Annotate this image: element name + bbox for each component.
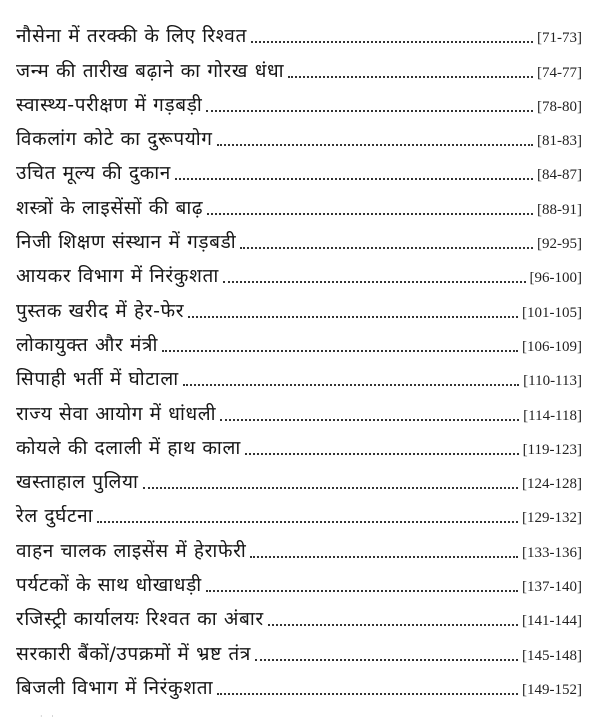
dot-leader (245, 453, 519, 455)
toc-entry[interactable] (16, 48, 582, 82)
toc-entry[interactable] (16, 220, 582, 254)
dot-leader (250, 556, 518, 558)
dot-leader (220, 419, 519, 421)
toc-entry-title: वाहन चालक लाइसेंस में हेराफेरी (16, 539, 247, 562)
toc-entry[interactable] (16, 494, 582, 528)
toc-entry-title: उचित मूल्य की दुकान (16, 162, 171, 185)
toc-entry[interactable] (16, 357, 582, 391)
toc-entry-title: शस्त्रों के लाइसेंसों की बाढ़ (16, 196, 204, 219)
toc-entry-pages: [101-105] (522, 304, 582, 321)
toc-entry-title: रजिस्ट्री कार्यालयः रिश्वत का अंबार (16, 608, 264, 631)
toc-entry[interactable] (16, 254, 582, 288)
toc-entry-pages: [141-144] (522, 613, 582, 630)
toc-entry-pages: [149-152] (522, 681, 582, 698)
toc-entry-pages: [110-113] (523, 373, 582, 390)
toc-entry-pages: [71-73] (537, 30, 582, 47)
toc-entry-pages: [129-132] (522, 510, 582, 527)
toc-entry-pages: [119-123] (522, 441, 582, 458)
scan-speck: · · (40, 712, 57, 721)
toc-entry-title: विकलांग कोटे का दुरूपयोग (16, 128, 213, 151)
toc-entry[interactable] (16, 563, 582, 597)
toc-entry-title: बिजली विभाग में निरंकुशता (16, 676, 214, 699)
toc-entry-title: रेल दुर्घटना (16, 505, 94, 528)
toc-entry-pages: [137-140] (522, 579, 582, 596)
toc-entry-pages: [145-148] (522, 647, 582, 664)
toc-entry-title: सिपाही भर्ती में घोटाला (16, 368, 179, 391)
toc-entry-pages: [88-91] (537, 201, 582, 218)
toc-entry[interactable] (16, 391, 582, 425)
toc-entry[interactable] (16, 528, 582, 562)
toc-entry[interactable] (16, 151, 582, 185)
toc-entry-title: सरकारी बैंकों/उपक्रमों में भ्रष्ट तंत्र (16, 642, 251, 665)
dot-leader (251, 41, 533, 43)
toc-entry[interactable] (16, 185, 582, 219)
toc-entry-title: जन्म की तारीख बढ़ाने का गोरख धंधा (16, 59, 285, 82)
toc-entry[interactable] (16, 288, 582, 322)
toc-entry-pages: [106-109] (522, 338, 582, 355)
toc-entry-title: पर्यटकों के साथ धोखाधड़ी (16, 574, 202, 597)
toc-entry-pages: [74-77] (537, 64, 582, 81)
toc-entry-pages: [81-83] (537, 133, 582, 150)
dot-leader (206, 590, 518, 592)
toc-entry[interactable] (16, 460, 582, 494)
dot-leader (223, 281, 526, 283)
dot-leader (162, 350, 518, 352)
toc-entry-pages: [114-118] (523, 407, 582, 424)
toc-entry-pages: [78-80] (537, 98, 582, 115)
toc-entry[interactable] (16, 426, 582, 460)
dot-leader (206, 110, 533, 112)
toc-entry-pages: [96-100] (529, 270, 582, 287)
toc-entry-title: लोकायुक्त और मंत्री (16, 333, 159, 356)
toc-entry[interactable] (16, 83, 582, 117)
toc-entry-title: निजी शिक्षण संस्थान में गड़बडी (16, 231, 237, 254)
toc-entry[interactable] (16, 631, 582, 665)
toc-entry[interactable] (16, 666, 582, 700)
dot-leader (97, 521, 518, 523)
dot-leader (255, 659, 518, 661)
dot-leader (217, 144, 533, 146)
toc-entry-title: आयकर विभाग में निरंकुशता (16, 265, 219, 288)
toc-entry[interactable] (16, 14, 582, 48)
toc-entry[interactable] (16, 323, 582, 357)
dot-leader (268, 624, 518, 626)
dot-leader (207, 213, 533, 215)
toc-entry-title: स्वास्थ्य-परीक्षण में गड़बड़ी (16, 93, 203, 116)
dot-leader (188, 316, 518, 318)
dot-leader (288, 76, 533, 78)
toc-entry-title: राज्य सेवा आयोग में धांधली (16, 402, 217, 425)
toc-entry-title: कोयले की दलाली में हाथ काला (16, 436, 241, 459)
dot-leader (240, 247, 533, 249)
dot-leader (143, 487, 518, 489)
dot-leader (183, 384, 519, 386)
toc-entry[interactable] (16, 117, 582, 151)
toc-entry-pages: [92-95] (537, 236, 582, 253)
toc-entry[interactable] (16, 597, 582, 631)
toc-entry-pages: [133-136] (522, 544, 582, 561)
toc-entry-title: खस्ताहाल पुलिया (16, 471, 139, 494)
table-of-contents (16, 14, 582, 700)
toc-entry-pages: [84-87] (537, 167, 582, 184)
toc-entry-title: पुस्तक खरीद में हेर-फेर (16, 299, 185, 322)
toc-entry-pages: [124-128] (522, 476, 582, 493)
dot-leader (175, 178, 533, 180)
toc-entry-title: नौसेना में तरक्की के लिए रिश्वत (16, 25, 247, 48)
dot-leader (217, 693, 518, 695)
